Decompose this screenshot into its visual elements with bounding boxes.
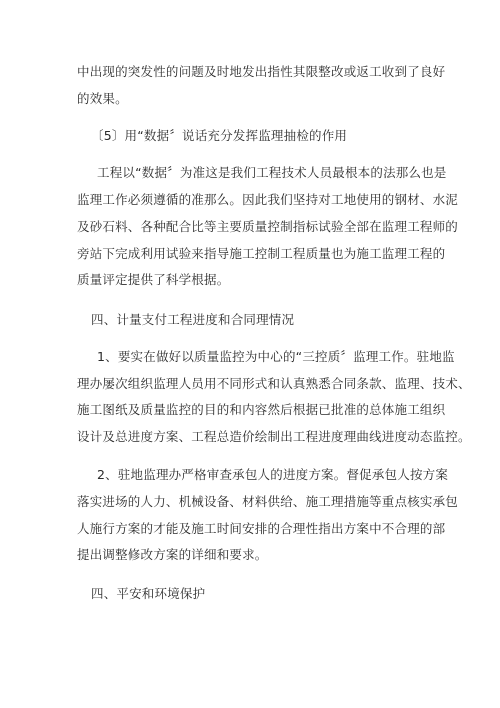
body-text-line: 落实进场的人力、机械设备、材料供给、施工理措施等重点核实承包 — [77, 494, 459, 509]
body-text-line: 理办屡次组织监理人员用不同形式和认真熟悉合同条款、监理、技术、 — [77, 376, 471, 391]
body-text-line: 2、驻地监理办严格审查承包人的进度方案。督促承包人按方案 — [97, 467, 449, 482]
body-text-line: 监理工作必须遵循的准那么。因此我们坚持对工地使用的钢材、水泥 — [77, 192, 459, 207]
body-text-line: 设计及总进度方案、工程总造价绘制出工程进度理曲线进度动态监控。 — [77, 429, 471, 444]
body-text-line: 及砂石料、各种配合比等主要质量控制指标试验全部在监理工程师的 — [77, 219, 459, 234]
body-text-line: 工程以“数据〞为准这是我们工程技术人员最根本的法那么也是 — [97, 165, 447, 180]
body-text-line: 人施行方案的才能及施工时间安排的合理性指出方案中不合理的部 — [77, 521, 446, 536]
body-text-line: 1、要实在做好以质量监控为中心的“三控质〞监理工作。驻地监 — [97, 349, 455, 364]
body-text-line: 旁站下完成利用试验来指导施工控制工程质量也为施工监理工程的 — [77, 246, 446, 261]
section-heading: 四、计量支付工程进度和合同理情况 — [91, 312, 295, 327]
body-text-line: 中出现的突发性的问题及时地发出指性其限整改或返工收到了良好 — [77, 64, 446, 79]
body-text-line: 施工图纸及质量监控的目的和内容然后根据已批准的总体施工组织 — [77, 402, 446, 417]
body-text-line: 提出调整修改方案的详细和要求。 — [77, 547, 268, 562]
body-text-line: 的效果。 — [77, 91, 128, 106]
section-heading: 〔5〕用“数据〞说话充分发挥监理抽检的作用 — [91, 128, 348, 143]
section-heading: 四、平安和环境保护 — [91, 586, 206, 601]
body-text-line: 质量评定提供了科学根据。 — [77, 272, 230, 287]
